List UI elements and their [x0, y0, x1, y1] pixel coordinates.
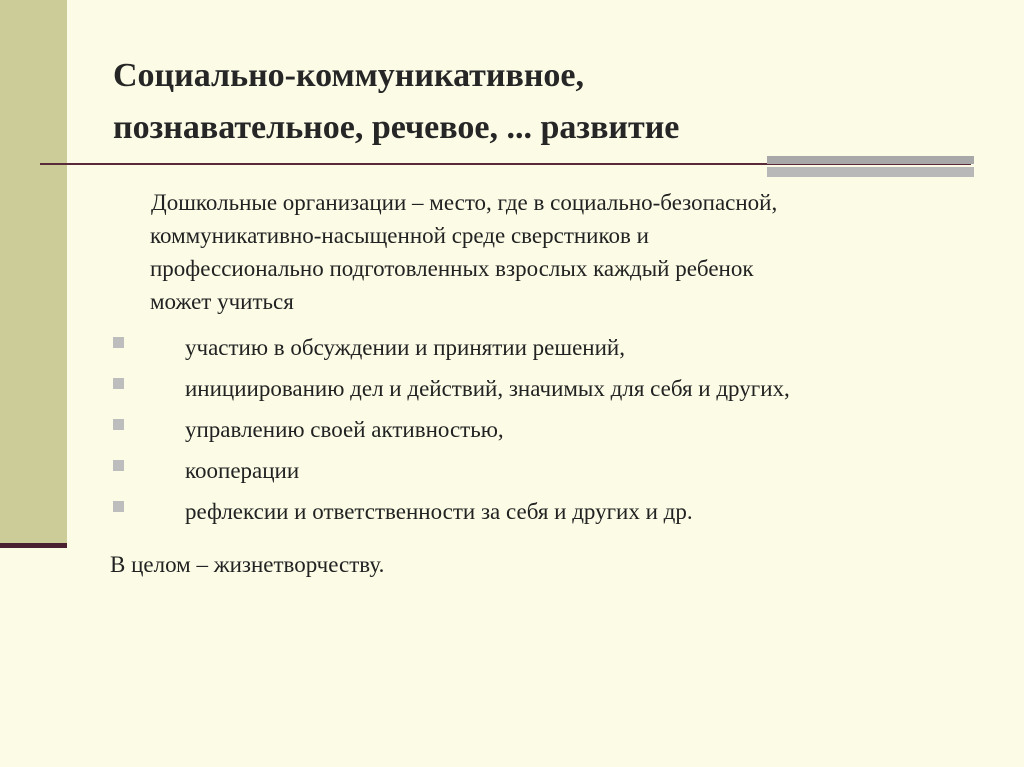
list-item-text: управлению своей активностью, — [185, 417, 504, 442]
square-bullet-icon — [113, 378, 124, 389]
square-bullet-icon — [113, 460, 124, 471]
intro-line-3: профессионально подготовленных взрослых каждый ребенок — [150, 256, 754, 281]
square-bullet-icon — [113, 501, 124, 512]
accent-bar-top — [767, 156, 974, 164]
slide-title-line-1: Социально-коммуникативное, — [113, 57, 585, 94]
intro-line-4: может учиться — [150, 289, 294, 314]
left-decorative-band — [0, 0, 67, 546]
list-item — [110, 368, 990, 409]
list-item — [110, 409, 990, 450]
left-band-rule — [0, 543, 67, 548]
list-item-text: рефлексии и ответственности за себя и других и др. — [185, 499, 693, 524]
list-item — [110, 491, 990, 532]
list-item-text: кооперации — [185, 458, 300, 483]
square-bullet-icon — [113, 337, 124, 348]
intro-line-2: коммуникативно-насыщенной среде сверстников и — [150, 223, 649, 248]
list-item — [110, 450, 990, 491]
closing-statement: В целом – жизнетворчеству. — [110, 552, 385, 577]
list-item-text: инициированию дел и действий, значимых для себя и других, — [185, 376, 790, 401]
slide-title-line-2: познавательное, речевое, ... развитие — [113, 109, 680, 146]
list-item — [110, 327, 990, 368]
list-item-text: участию в обсуждении и принятии решений, — [185, 335, 625, 360]
bullet-list — [110, 327, 990, 532]
slide-title — [113, 50, 953, 154]
intro-line-1: Дошкольные организации – место, где в социально-безопасной, — [151, 190, 778, 215]
accent-bar-bottom — [767, 167, 974, 177]
square-bullet-icon — [113, 419, 124, 430]
intro-paragraph — [150, 186, 980, 318]
